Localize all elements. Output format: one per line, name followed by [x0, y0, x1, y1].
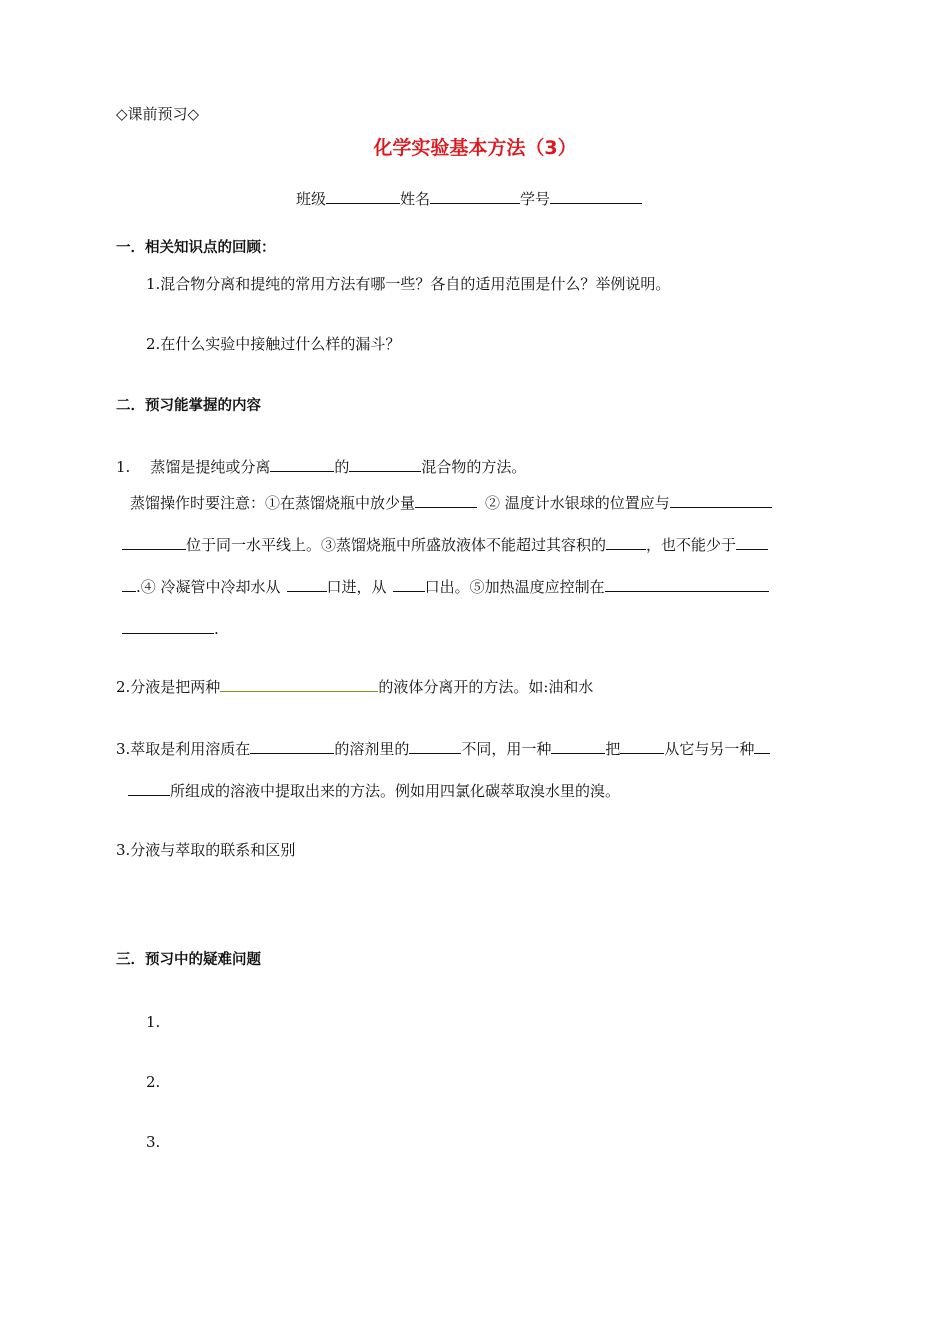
text-segment: 位于同一水平线上。③蒸馏烧瓶中所盛放液体不能超过其容积的 — [186, 536, 607, 554]
text-segment: . — [214, 620, 219, 638]
review-question-2: 2.在什么实验中接触过什么样的漏斗？ — [146, 335, 401, 353]
text-segment: ② 温度计水银球的位置应与 — [485, 494, 670, 512]
extraction-line-1 — [116, 738, 770, 759]
text-segment: ，也不能少于 — [646, 536, 737, 554]
text-segment: 不同，用一种 — [461, 740, 552, 758]
blank-field[interactable] — [670, 492, 772, 508]
question-number: 3. — [146, 1133, 161, 1151]
blank-field[interactable] — [250, 738, 334, 754]
id-field[interactable] — [550, 188, 642, 204]
text-segment: 3.萃取是利用溶质在 — [116, 740, 251, 758]
distillation-line-5 — [122, 618, 219, 639]
blank-field[interactable] — [287, 576, 327, 592]
text-segment: 所组成的溶液中提取出来的方法。例如用四氯化碳萃取溴水里的溴。 — [170, 782, 621, 800]
section-heading-questions: 三．预习中的疑难问题 — [116, 952, 261, 968]
text-segment: 蒸馏是提纯或分离 — [150, 458, 271, 476]
class-label: 班级 — [296, 190, 327, 208]
blank-field[interactable] — [754, 738, 770, 754]
separation-line — [116, 676, 593, 697]
question-number: 1. — [146, 1013, 161, 1031]
blank-field[interactable] — [736, 534, 768, 550]
student-info-row — [296, 188, 642, 209]
id-label: 学号 — [520, 190, 551, 208]
blank-field[interactable] — [620, 738, 664, 754]
blank-field[interactable] — [122, 576, 136, 592]
item-number: 1. — [116, 458, 131, 476]
text-segment: 的 — [334, 458, 350, 476]
distillation-line-4 — [122, 576, 769, 597]
blank-field[interactable] — [605, 576, 769, 592]
text-segment: 2.分液是把两种 — [116, 678, 221, 696]
name-field[interactable] — [430, 188, 520, 204]
blank-field[interactable] — [270, 456, 334, 472]
blank-field[interactable] — [128, 780, 170, 796]
blank-field[interactable] — [122, 534, 186, 550]
text-segment: .④ 冷凝管中冷却水从 — [136, 578, 281, 596]
review-question-1: 1.混合物分离和提纯的常用方法有哪一些？各自的适用范围是什么？举例说明。 — [146, 275, 671, 293]
class-field[interactable] — [326, 188, 400, 204]
section-heading-content: 二．预习能掌握的内容 — [116, 398, 261, 414]
question-number: 2. — [146, 1073, 161, 1091]
blank-field[interactable] — [409, 738, 461, 754]
blank-field[interactable] — [349, 456, 421, 472]
extraction-line-2 — [128, 780, 620, 801]
blank-field[interactable] — [122, 618, 214, 634]
text-segment: 蒸馏操作时要注意：①在蒸馏烧瓶中放少量 — [130, 494, 416, 512]
text-segment: 口进，从 — [326, 578, 387, 596]
distillation-line-3 — [122, 534, 768, 555]
distillation-line-2 — [130, 492, 772, 513]
name-label: 姓名 — [400, 190, 431, 208]
text-segment: 混合物的方法。 — [421, 458, 527, 476]
text-segment: 从它与另一种 — [664, 740, 755, 758]
text-segment: 的溶剂里的 — [334, 740, 410, 758]
page-title: 化学实验基本方法（3） — [373, 137, 577, 159]
text-segment: 把 — [605, 740, 621, 758]
section-heading-review: 一．相关知识点的回顾： — [116, 240, 276, 256]
distillation-line-1 — [116, 456, 526, 477]
blank-field[interactable] — [393, 576, 425, 592]
comparison-question: 3.分液与萃取的联系和区别 — [116, 841, 296, 859]
blank-field[interactable] — [551, 738, 605, 754]
text-segment: 的液体分离开的方法。如:油和水 — [378, 678, 594, 696]
text-segment: 口出。⑤加热温度应控制在 — [424, 578, 605, 596]
blank-field[interactable] — [220, 676, 378, 692]
blank-field[interactable] — [606, 534, 646, 550]
preview-tag: ◇课前预习◇ — [116, 105, 200, 123]
blank-field[interactable] — [415, 492, 477, 508]
